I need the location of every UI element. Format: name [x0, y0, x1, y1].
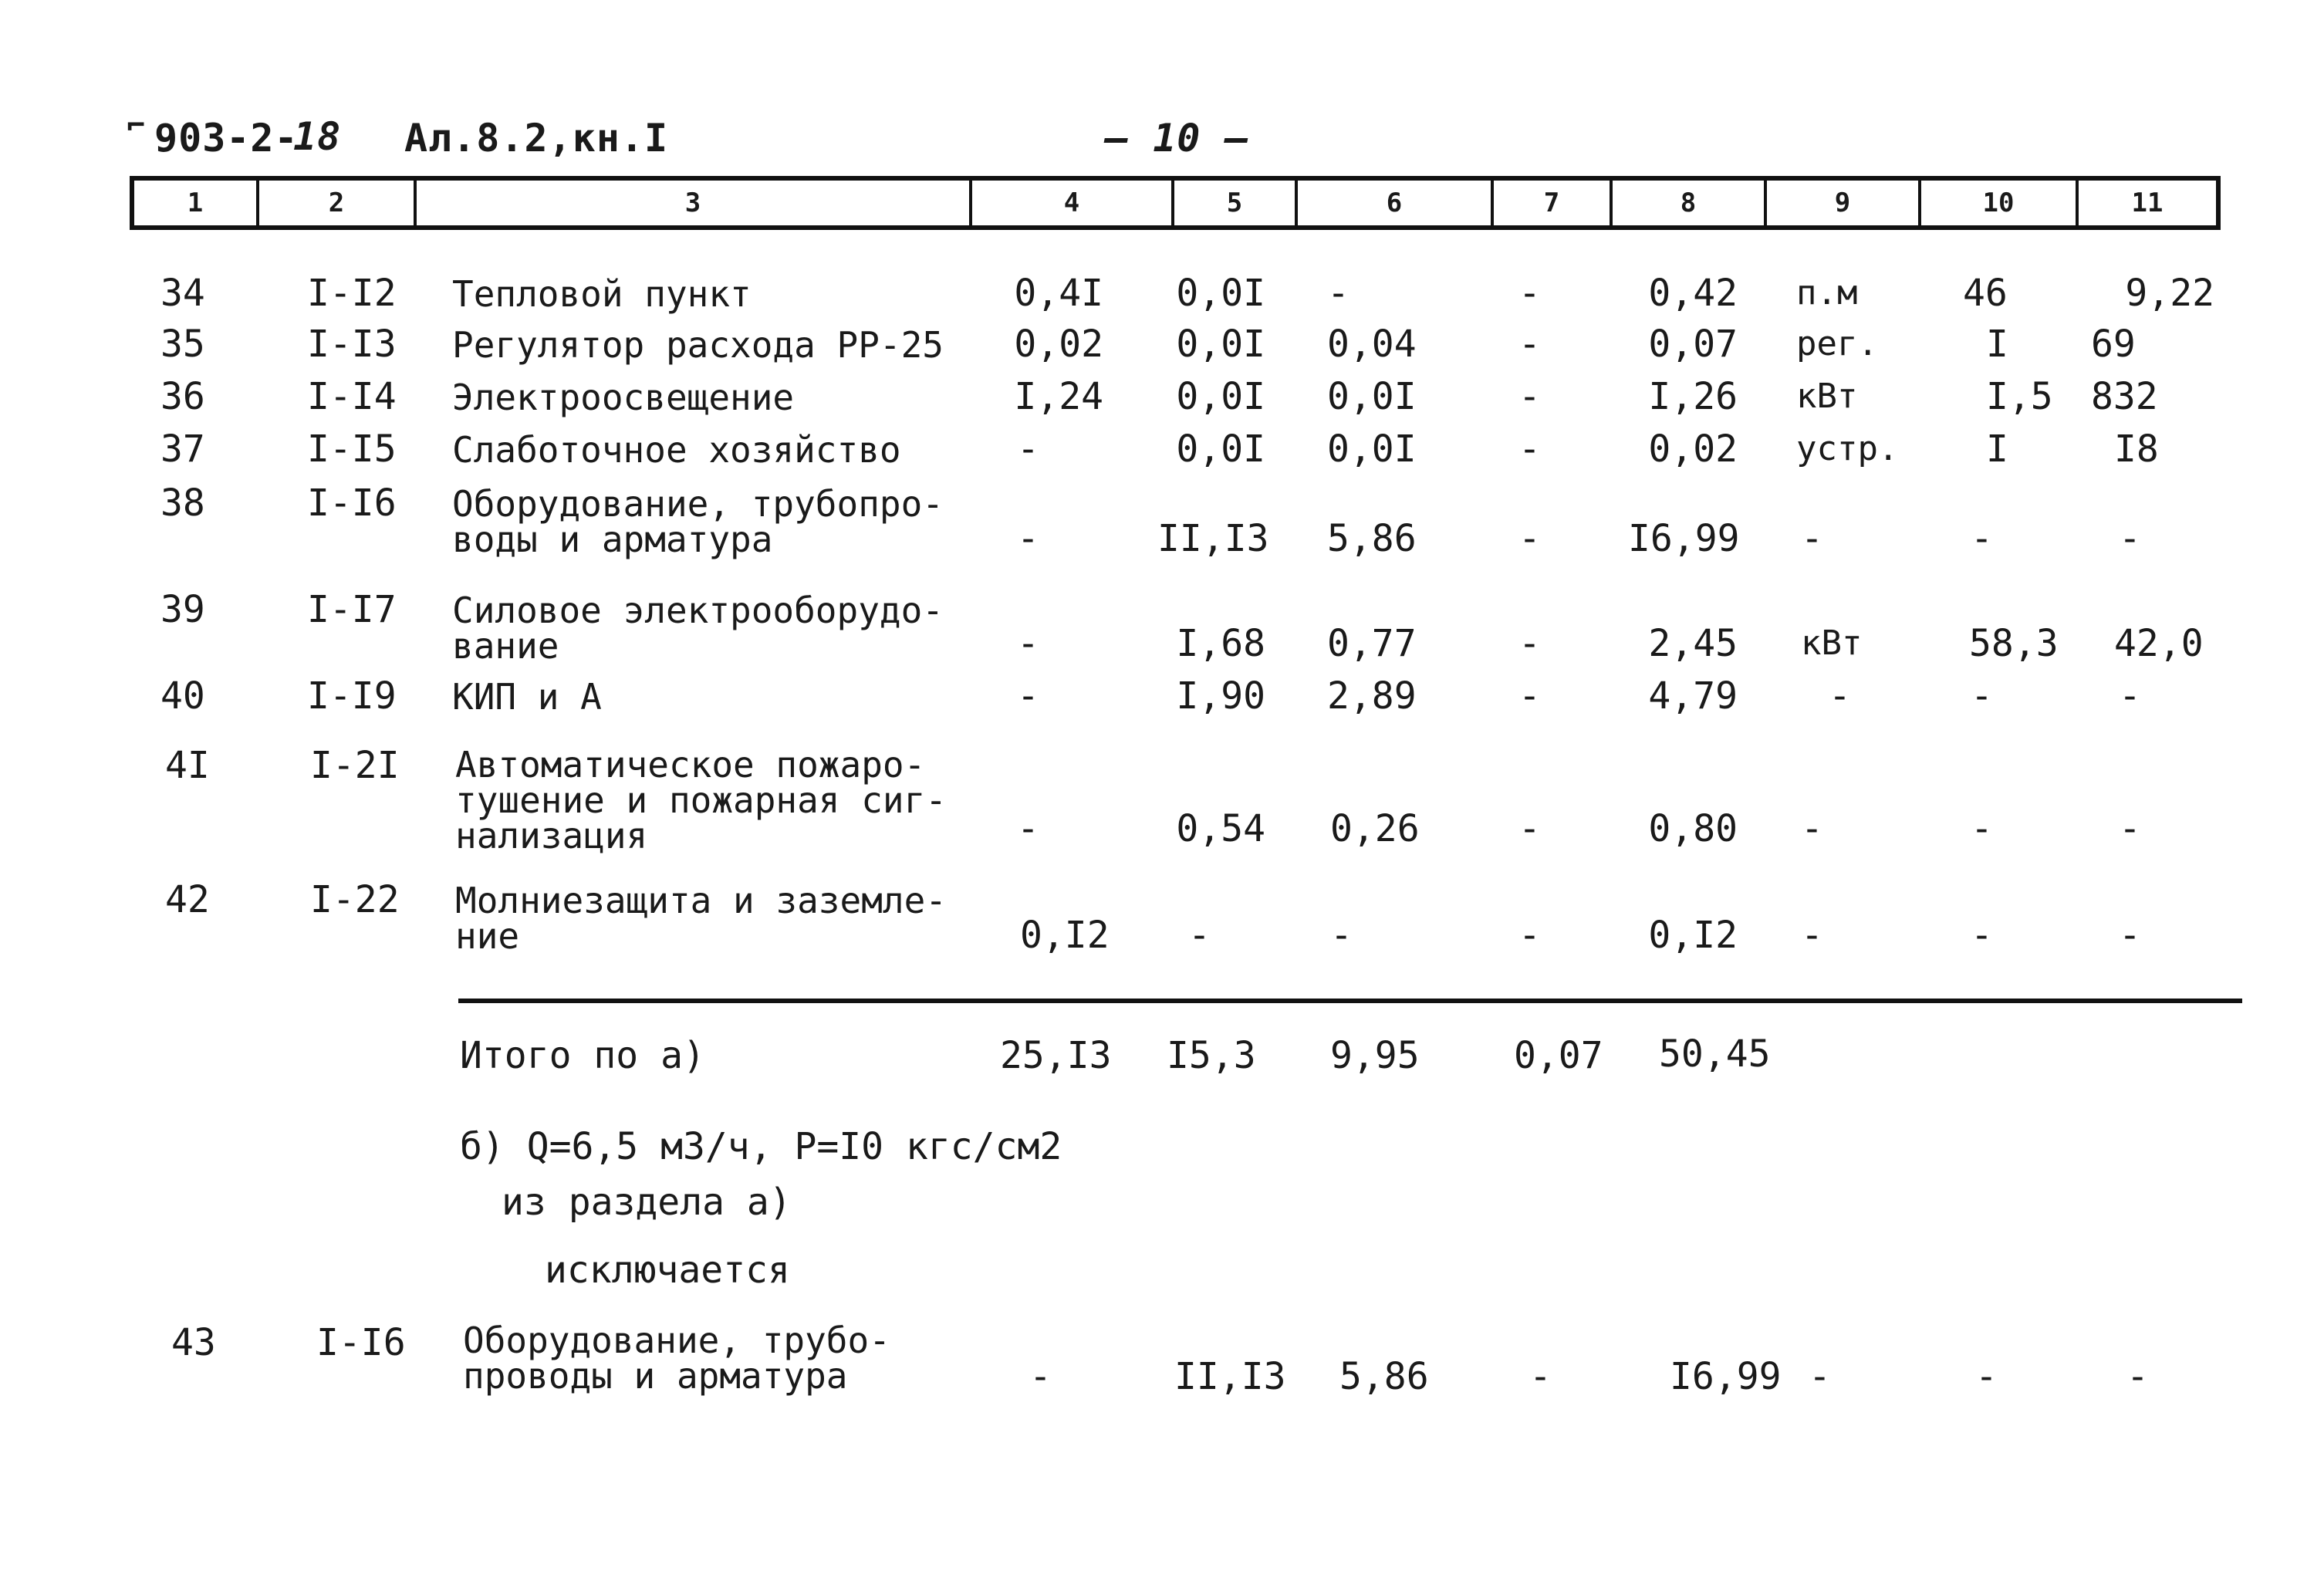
row-description: Тепловой пункт — [452, 273, 752, 315]
document-code: 903-2- — [154, 116, 299, 161]
cell-col11: - — [2119, 914, 2141, 957]
cell-col6: 0,0I — [1327, 375, 1417, 418]
row-description: Оборудование, трубопро- воды и арматура — [452, 483, 944, 560]
cell-col5: II,I3 — [1174, 1355, 1286, 1398]
col-header-5: 5 — [1174, 181, 1298, 225]
cell-col5: 0,0I — [1176, 427, 1265, 471]
cell-col4: - — [1029, 1355, 1052, 1398]
row-number: 34 — [160, 272, 205, 315]
row-code: I-I5 — [307, 427, 397, 471]
row-code: I-I7 — [307, 588, 397, 631]
cell-col5: - — [1188, 914, 1211, 957]
row-code: I-I6 — [307, 482, 397, 525]
cell-col9: кВт — [1801, 623, 1863, 663]
col-header-11: 11 — [2131, 188, 2164, 218]
row-description: КИП и А — [452, 676, 602, 718]
album-reference: Ал.8.2,кн.I — [404, 116, 669, 161]
cell-col10: - — [1971, 807, 1993, 850]
cell-col7: - — [1518, 272, 1541, 315]
row-code: I-22 — [310, 878, 400, 921]
col-header-9: 9 — [1767, 181, 1921, 225]
cell-col11: - — [2119, 517, 2141, 560]
cell-col5: 0,54 — [1176, 807, 1265, 850]
cell-col6: 2,89 — [1327, 674, 1417, 718]
document-code-handwritten: 18 — [293, 114, 342, 159]
cell-col4: 0,I2 — [1020, 914, 1110, 957]
cell-col10: - — [1975, 1355, 1998, 1398]
cell-col11: - — [2119, 807, 2141, 850]
cell-col5: I,68 — [1176, 622, 1265, 665]
cell-col11: I8 — [2114, 427, 2159, 471]
col-header-6: 6 — [1298, 181, 1494, 225]
section-b-excluded: исключается — [545, 1249, 790, 1292]
cell-col7: - — [1518, 375, 1541, 418]
cell-col9: кВт — [1796, 377, 1858, 416]
cell-col4: - — [1017, 517, 1039, 560]
row-number: 43 — [171, 1321, 216, 1364]
row-number: 4I — [165, 744, 210, 787]
cell-col10: I,5 — [1986, 375, 2053, 418]
cell-col8: 0,I2 — [1648, 914, 1738, 957]
cell-col5: 0,0I — [1176, 375, 1265, 418]
cell-col8: 2,45 — [1648, 622, 1738, 665]
cell-col9: - — [1829, 674, 1851, 718]
col-header-10: 10 — [1921, 181, 2079, 225]
cell-col4: - — [1017, 427, 1039, 471]
cell-col8: 0,02 — [1648, 427, 1738, 471]
cell-col6: 0,26 — [1330, 807, 1420, 850]
cell-col10: I — [1986, 427, 2008, 471]
total-col8: 50,45 — [1659, 1032, 1771, 1076]
row-code: I-I3 — [307, 323, 397, 366]
cell-col11: - — [2126, 1355, 2149, 1398]
cell-col7: - — [1518, 807, 1541, 850]
section-b-heading: б) Q=6,5 м3/ч, Р=I0 кгс/см2 — [460, 1125, 1062, 1168]
row-code: I-I4 — [307, 375, 397, 418]
row-description: Оборудование, трубо- проводы и арматура — [463, 1320, 890, 1397]
section-b-note: из раздела а) — [502, 1181, 792, 1224]
cell-col8: 0,07 — [1648, 323, 1738, 366]
cell-col6: - — [1327, 272, 1349, 315]
cell-col6: 5,86 — [1339, 1355, 1429, 1398]
cell-col11: - — [2119, 674, 2141, 718]
col-header-3: 3 — [417, 181, 972, 225]
page-number: — 10 — — [1105, 116, 1249, 161]
cell-col10: I — [1986, 323, 2008, 366]
cell-col7: - — [1518, 914, 1541, 957]
column-header-row — [130, 176, 2221, 230]
cell-col7: - — [1518, 517, 1541, 560]
row-number: 37 — [160, 427, 205, 471]
cell-col5: II,I3 — [1157, 517, 1269, 560]
cell-col6: - — [1330, 914, 1353, 957]
cell-col10: 46 — [1963, 272, 2008, 315]
cell-col4: 0,02 — [1014, 323, 1103, 366]
row-description: Электроосвещение — [452, 377, 795, 418]
cell-col11: 9,22 — [2125, 272, 2214, 315]
cell-col7: - — [1518, 622, 1541, 665]
row-code: I-I2 — [307, 272, 397, 315]
cell-col8: I,26 — [1648, 375, 1738, 418]
row-number: 42 — [165, 878, 210, 921]
row-number: 36 — [160, 375, 205, 418]
cell-col5: 0,0I — [1176, 323, 1265, 366]
cell-col9: - — [1801, 807, 1823, 850]
cell-col10: 58,3 — [1969, 622, 2059, 665]
col-header-2: 2 — [259, 181, 417, 225]
cell-col11: 832 — [2091, 375, 2158, 418]
row-number: 39 — [160, 588, 205, 631]
cell-col9: - — [1801, 517, 1823, 560]
cell-col9: п.м — [1796, 273, 1858, 313]
cell-col10: - — [1971, 674, 1993, 718]
row-description: Слаботочное хозяйство — [452, 429, 901, 471]
row-description: Силовое электрооборудо- вание — [452, 590, 944, 667]
cell-col7: - — [1518, 674, 1541, 718]
cell-col8: I6,99 — [1670, 1355, 1782, 1398]
corner-mark: ⌐ — [127, 108, 147, 144]
cell-col7: - — [1518, 323, 1541, 366]
row-number: 40 — [160, 674, 205, 718]
cell-col9: - — [1809, 1355, 1831, 1398]
cell-col5: I,90 — [1176, 674, 1265, 718]
col-header-7: 7 — [1494, 181, 1613, 225]
cell-col11: 69 — [2091, 323, 2136, 366]
cell-col6: 0,77 — [1327, 622, 1417, 665]
total-label: Итого по а) — [460, 1034, 705, 1077]
cell-col8: I6,99 — [1628, 517, 1740, 560]
cell-col4: - — [1017, 674, 1039, 718]
col-header-4: 4 — [972, 181, 1174, 225]
row-code: I-2I — [310, 744, 400, 787]
cell-col4: 0,4I — [1014, 272, 1103, 315]
total-col7: 0,07 — [1514, 1034, 1603, 1077]
cell-col9: рег. — [1796, 324, 1878, 363]
row-description: Автоматическое пожаро- тушение и пожарная сиг- нализация — [455, 744, 947, 857]
cell-col4: - — [1017, 622, 1039, 665]
cell-col11: 42,0 — [2114, 622, 2204, 665]
row-number: 38 — [160, 482, 205, 525]
cell-col9: - — [1801, 914, 1823, 957]
cell-col7: - — [1529, 1355, 1552, 1398]
col-header-1: 1 — [134, 181, 259, 225]
cell-col8: 0,42 — [1648, 272, 1738, 315]
row-code: I-I6 — [316, 1321, 406, 1364]
total-col6: 9,95 — [1330, 1034, 1420, 1077]
cell-col7: - — [1518, 427, 1541, 471]
cell-col5: 0,0I — [1176, 272, 1265, 315]
cell-col8: 4,79 — [1648, 674, 1738, 718]
total-divider — [458, 999, 2242, 1003]
cell-col8: 0,80 — [1648, 807, 1738, 850]
row-description: Регулятор расхода РР-25 — [452, 324, 944, 366]
row-description: Молниезащита и заземле- ние — [455, 880, 947, 957]
cell-col10: - — [1971, 517, 1993, 560]
cell-col6: 0,04 — [1327, 323, 1417, 366]
cell-col4: - — [1017, 807, 1039, 850]
cell-col6: 0,0I — [1327, 427, 1417, 471]
total-col5: I5,3 — [1167, 1034, 1256, 1077]
cell-col4: I,24 — [1014, 375, 1103, 418]
cell-col6: 5,86 — [1327, 517, 1417, 560]
row-number: 35 — [160, 323, 205, 366]
row-code: I-I9 — [307, 674, 397, 718]
cell-col10: - — [1971, 914, 1993, 957]
total-col4: 25,I3 — [1000, 1034, 1112, 1077]
cell-col9: устр. — [1796, 429, 1899, 468]
col-header-8: 8 — [1613, 181, 1767, 225]
